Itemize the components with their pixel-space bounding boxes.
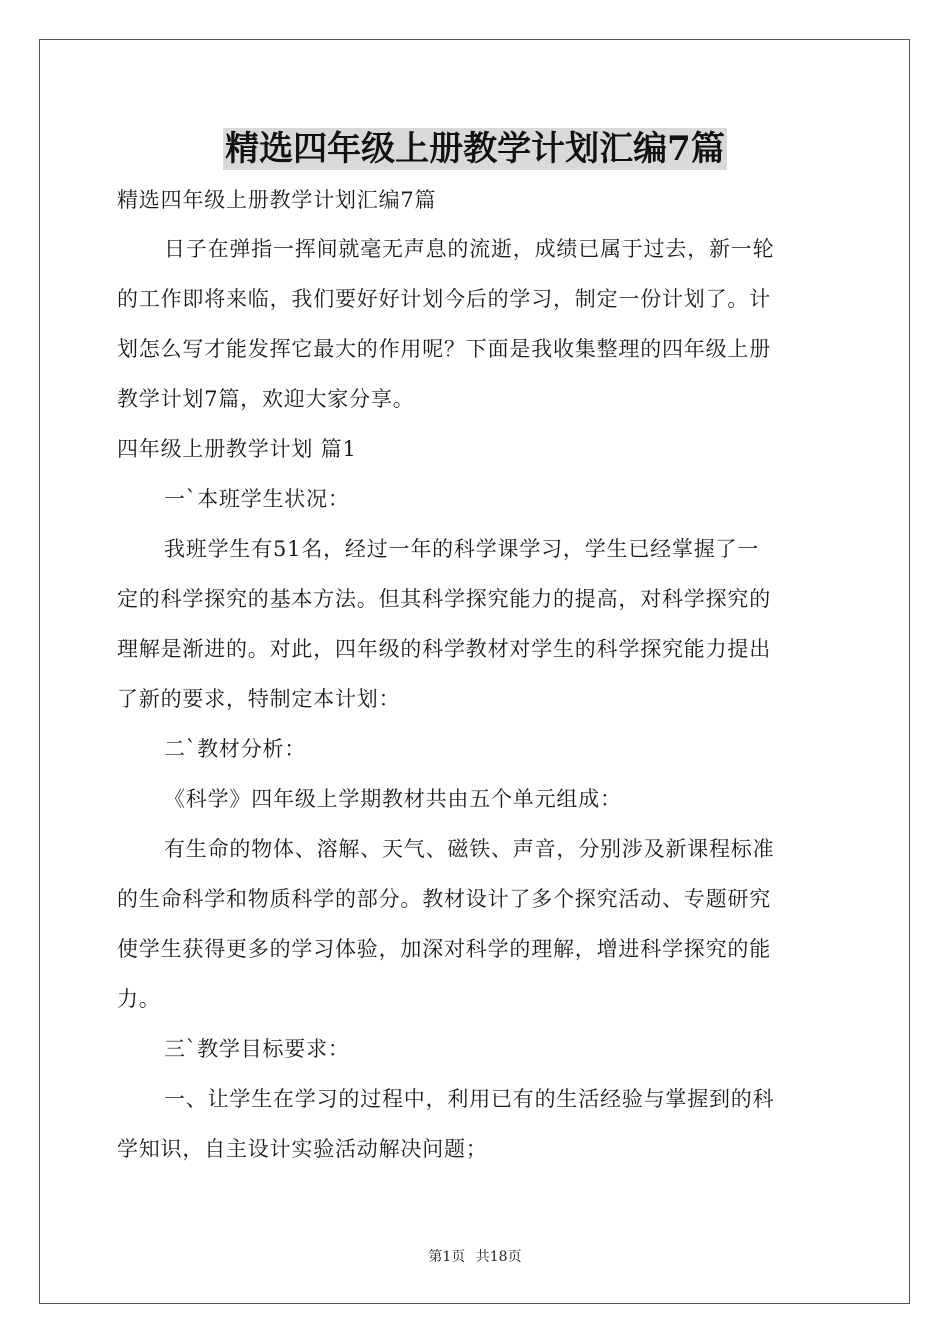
paragraph-line: 划怎么写才能发挥它最大的作用呢？下面是我收集整理的四年级上册 [117, 337, 771, 361]
section-heading: 一`本班学生状况： [164, 487, 350, 511]
title-area [0, 128, 950, 170]
paragraph-line: 的工作即将来临，我们要好好计划今后的学习，制定一份计划了。计 [117, 287, 771, 311]
paragraph-line: 教学计划7篇，欢迎大家分享。 [117, 387, 415, 411]
paragraph-line: 一、让学生在学习的过程中，利用已有的生活经验与掌握到的科 [164, 1087, 775, 1111]
page-border [39, 39, 910, 1304]
section-heading: 二`教材分析： [164, 737, 307, 761]
paragraph-line: 《科学》四年级上学期教材共由五个单元组成： [164, 787, 622, 811]
paragraph-line: 定的科学探究的基本方法。但其科学探究能力的提高，对科学探究的 [117, 587, 771, 611]
paragraph-line: 的生命科学和物质科学的部分。教材设计了多个探究活动、专题研究 [117, 887, 771, 911]
paragraph-line: 有生命的物体、溶解、天气、磁铁、声音，分别涉及新课程标准 [164, 837, 775, 861]
paragraph-line: 学知识，自主设计实验活动解决问题； [117, 1137, 488, 1161]
section-heading: 三`教学目标要求： [164, 1037, 350, 1061]
document-title: 精选四年级上册教学计划汇编7篇 [225, 129, 725, 169]
page-footer [0, 1247, 950, 1267]
subtitle: 精选四年级上册教学计划汇编7篇 [117, 188, 437, 212]
section-title: 四年级上册教学计划 篇1 [117, 437, 357, 461]
paragraph-line: 我班学生有51名，经过一年的科学课学习，学生已经掌握了一 [164, 537, 760, 561]
paragraph-line: 了新的要求，特制定本计划： [117, 687, 401, 711]
paragraph-line: 力。 [117, 987, 161, 1011]
page-number: 第1页 [428, 1249, 466, 1265]
paragraph-line: 使学生获得更多的学习体验，加深对科学的理解，增进科学探究的能 [117, 937, 771, 961]
page-total: 共18页 [475, 1249, 522, 1265]
paragraph-line: 日子在弹指一挥间就毫无声息的流逝，成绩已属于过去，新一轮 [164, 237, 775, 261]
paragraph-line: 理解是渐进的。对此，四年级的科学教材对学生的科学探究能力提出 [117, 637, 771, 661]
